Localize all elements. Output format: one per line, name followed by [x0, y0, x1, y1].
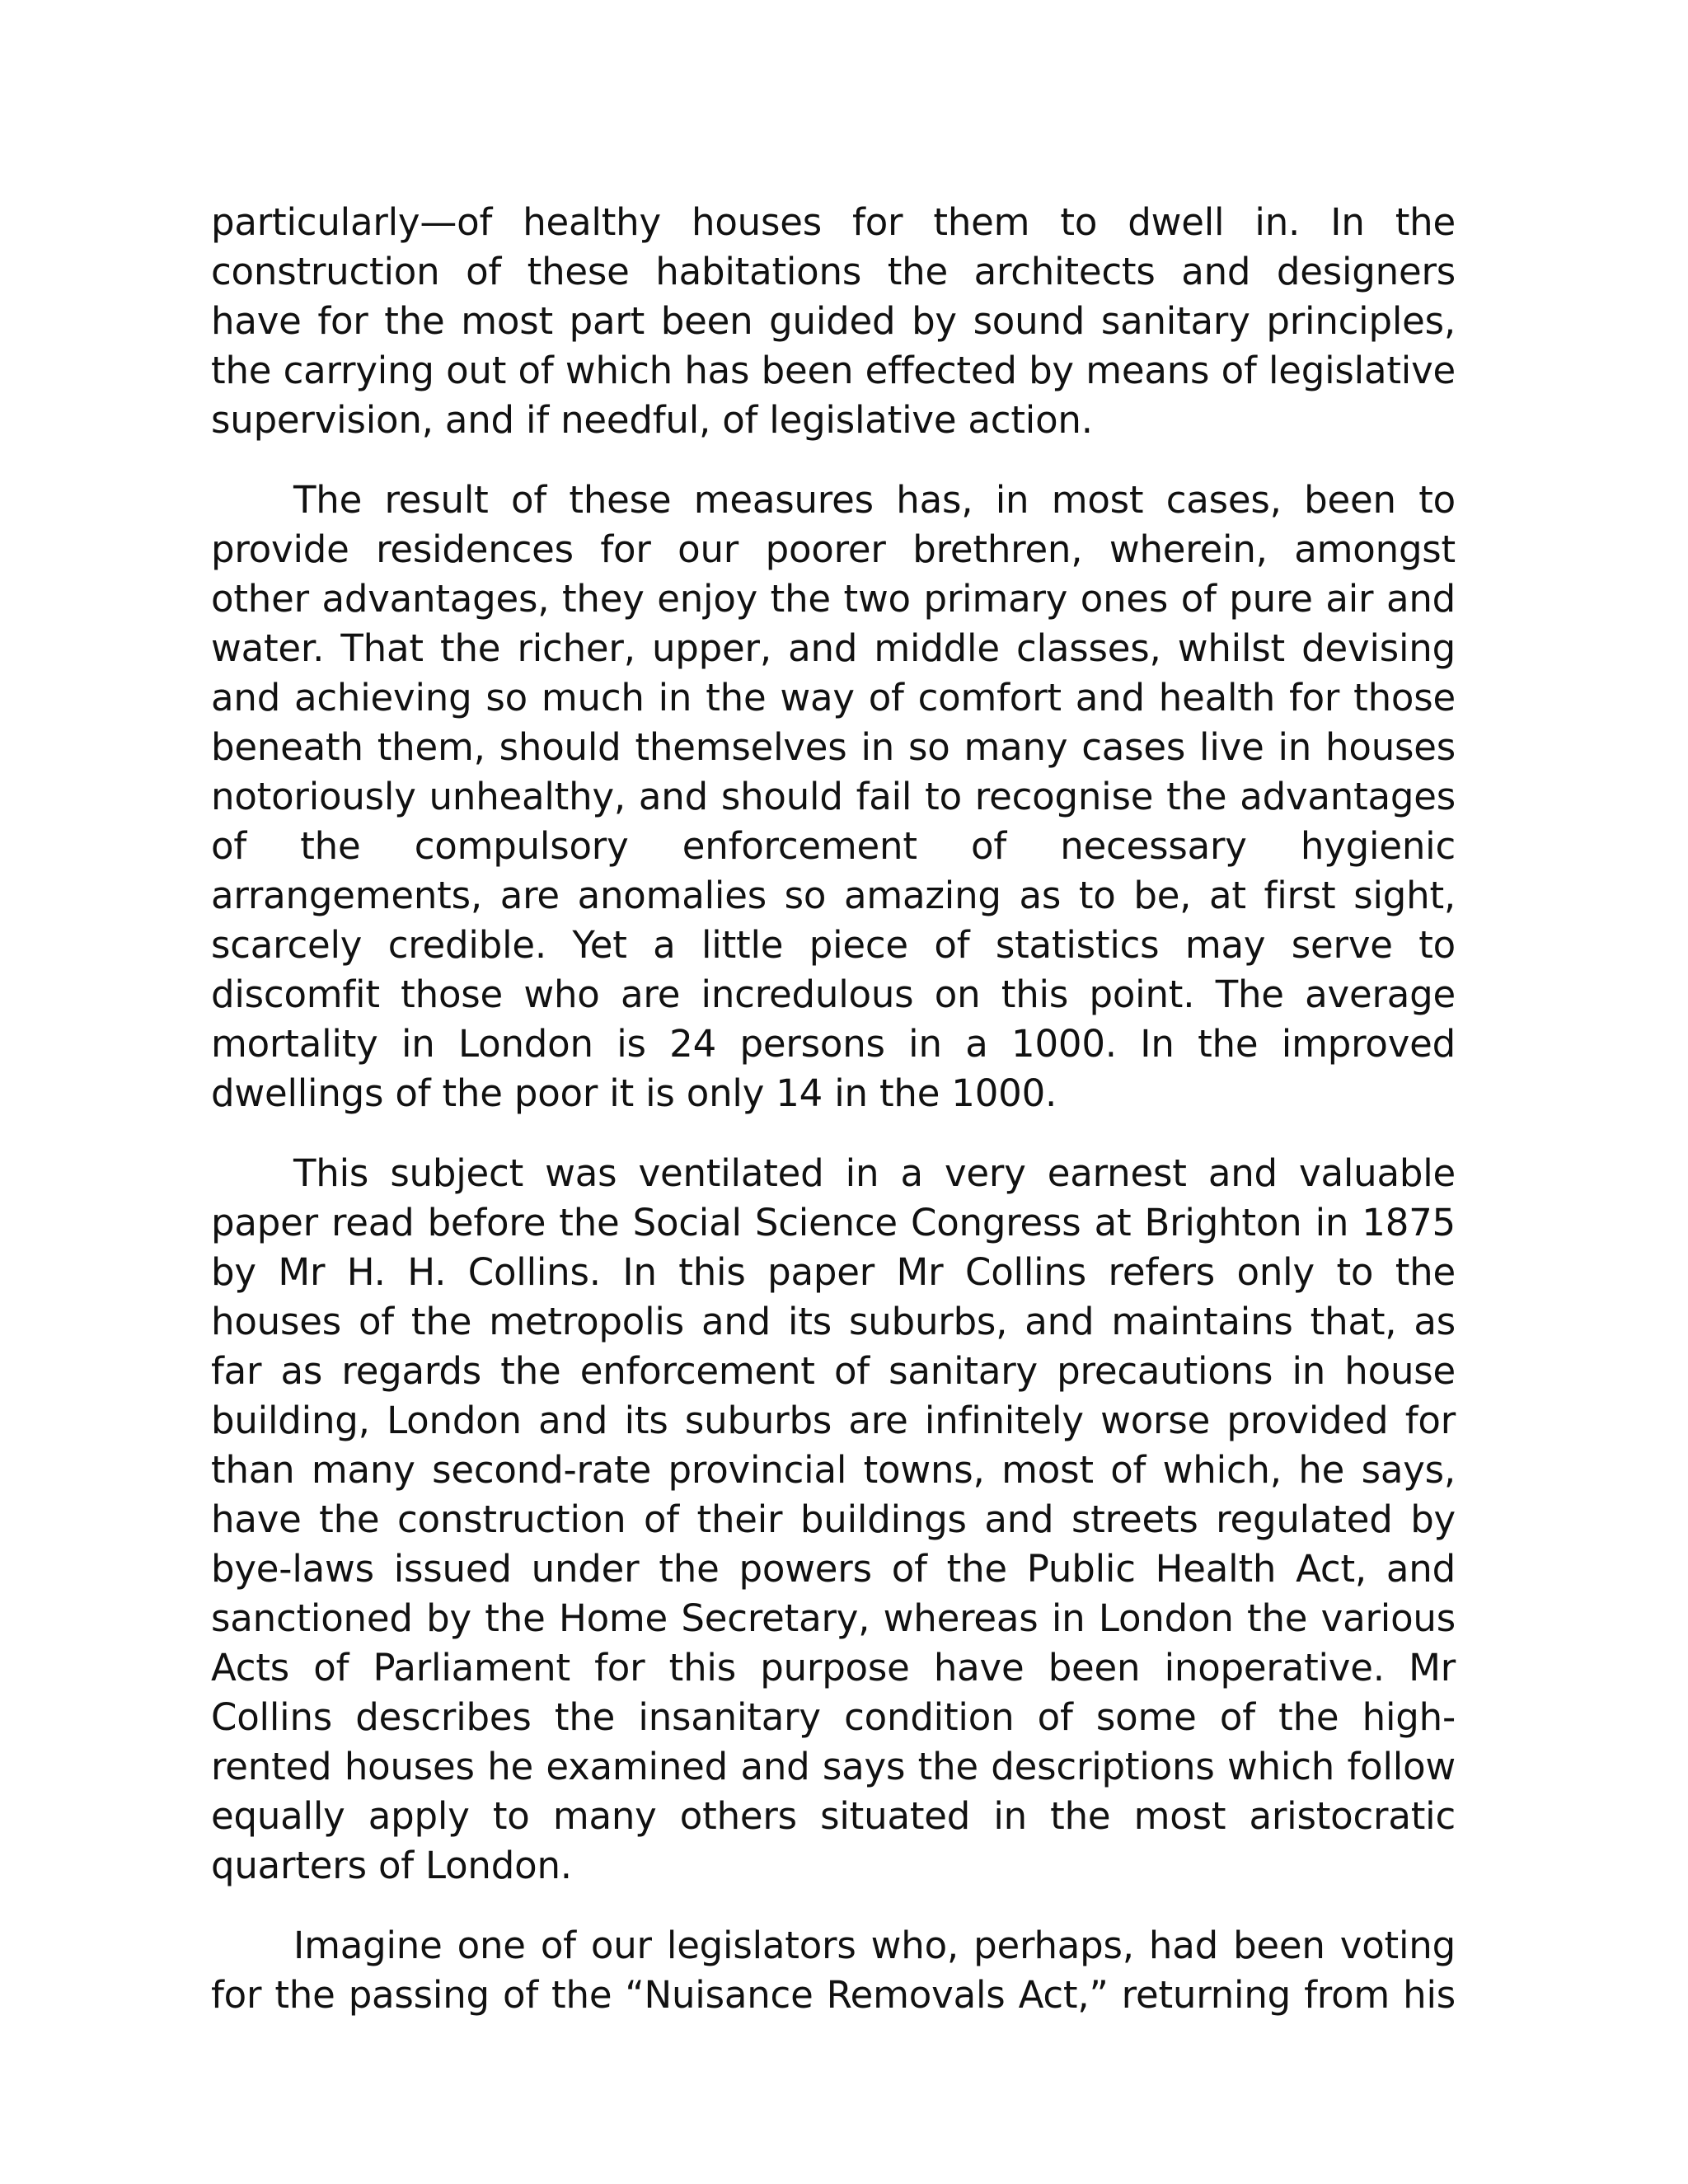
paragraph-2: The result of these measures has, in most cases, been to provide residences for our poorer brethren, wherein, amongst other advantages, they enjoy the two primary ones of pure air and water. That the richer, upper, and middle classes, whilst devising and achieving so much in the way of comfort and health for those beneath them, should themselves in so many cases live in houses notoriously unhealthy, and should fail to recognise the advantages of the compulsory enforcement of necessary hygienic arrangements, are anomalies so amazing as to be, at first sight, scarcely credible. Yet a little piece of statistics may serve to discomfit those who are incredulous on this point. The average mortality in London is 24 persons in a 1000. In the improved dwellings of the poor it is only 14 in the 1000.: [211, 478, 1456, 1115]
body-text: [211, 198, 1456, 2020]
paragraph-3: This subject was ventilated in a very earnest and valuable paper read before the Social Science Congress at Brighton in 1875 by Mr H. H. Collins. In this paper Mr Collins refers only to the houses of the metropolis and its suburbs, and maintains that, as far as regards the enforcement of sanitary precautions in house building, London and its suburbs are infinitely worse provided for than many second-rate provincial towns, most of which, he says, have the construction of their buildings and streets regulated by bye-laws issued under the powers of the Public Health Act, and sanctioned by the Home Secretary, whereas in London the various Acts of Parliament for this purpose have been inoperative. Mr Collins describes the insanitary condition of some of the high-rented houses he examined and says the descriptions which follow equally apply to many others situated in the most aristocratic quarters of London.: [211, 1151, 1456, 1887]
paragraph-1: particularly—of healthy houses for them to dwell in. In the construction of these habitations the architects and designers have for the most part been guided by sound sanitary principles, the carrying out of which has been effected by means of legislative supervision, and if needful, of legislative action.: [211, 200, 1456, 442]
paragraph-4: Imagine one of our legislators who, perhaps, had been voting for the passing of the “Nuisance Removals Act,” returning from his: [211, 1924, 1456, 2017]
